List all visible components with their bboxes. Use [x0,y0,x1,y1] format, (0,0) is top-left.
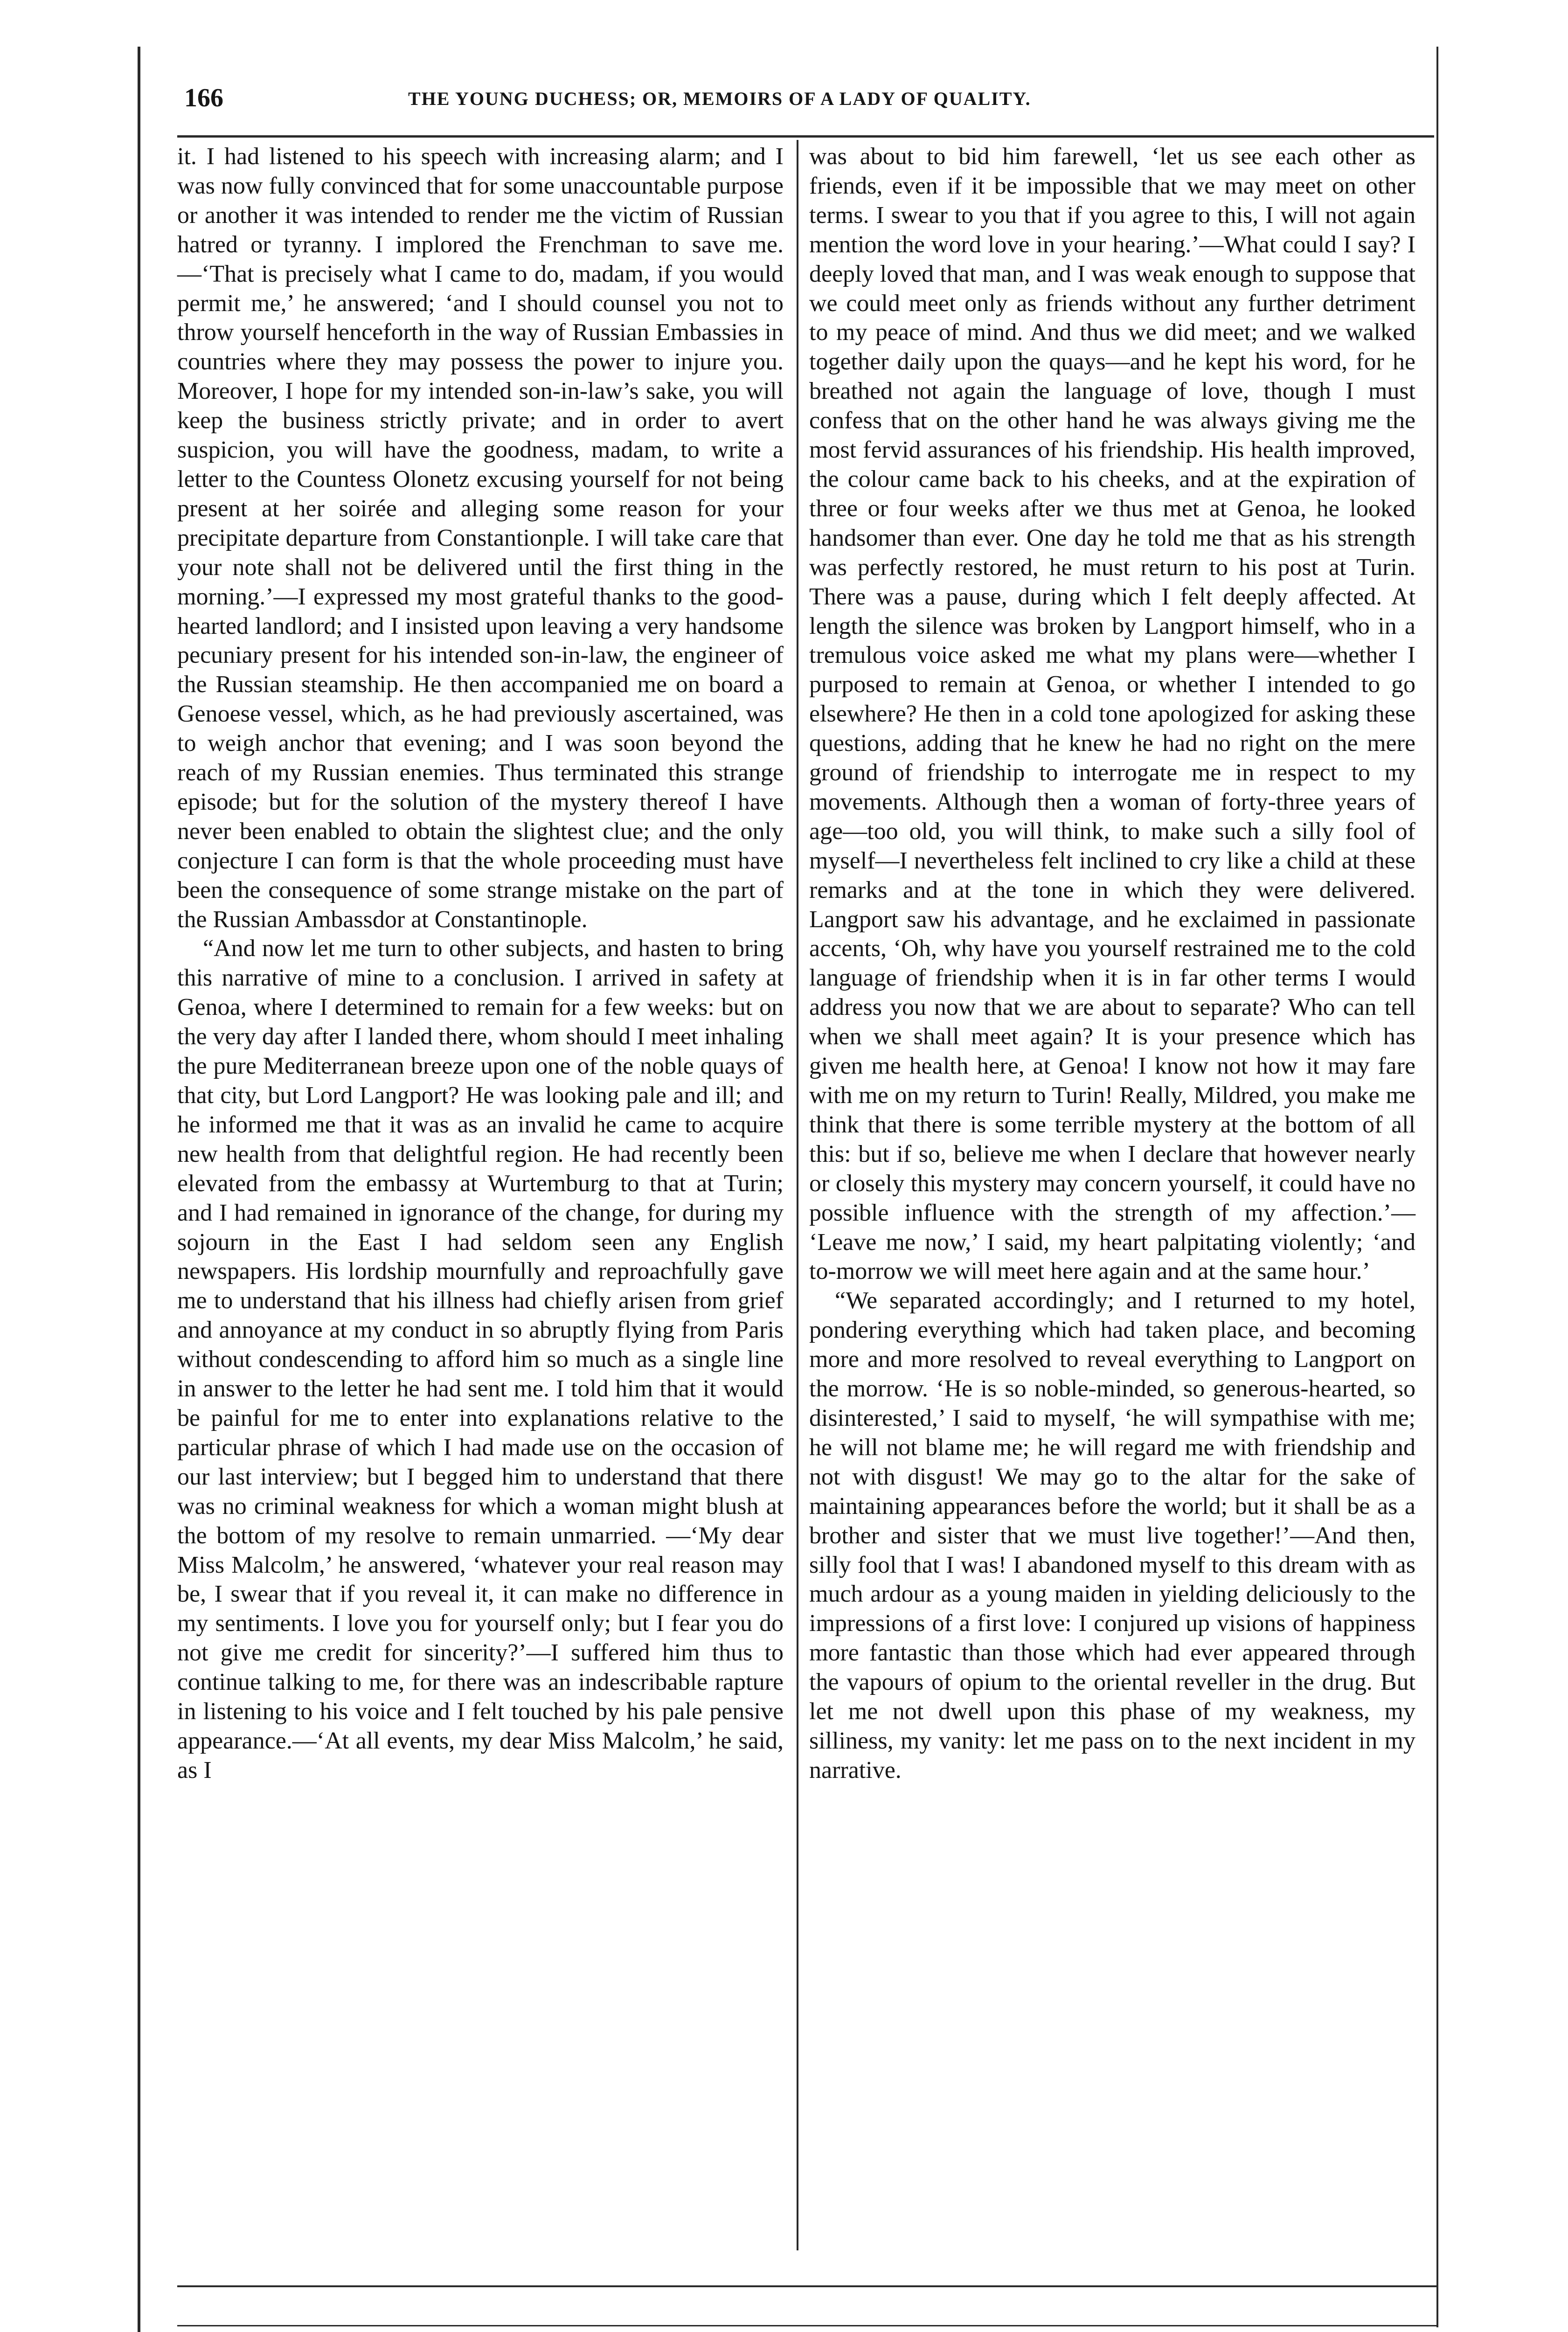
left-paragraph-2: “And now let me turn to other subjects, and hasten to bring this narrative of mine to a conclusion. I arrived in safety at Genoa, where I determined to remain for a few weeks: but on the very day after I landed there, whom should I meet inhaling the pure Mediterranean breeze upon one of the noble quays of that city, but Lord Langport? He was looking pale and ill; and he informed me that it was as an invalid he came to acquire new health from that delightful region. He had recently been elevated from the embassy at Wurtemburg to that at Turin; and I had remained in ignorance of the change, for during my sojourn in the East I had seldom seen any English newspapers. His lordship mournfully and reproachfully gave me to understand that his illness had chiefly arisen from grief and annoyance at my conduct in so abruptly flying from Paris without condescending to afford him so much as a single line in answer to the letter he had sent me. I told him that it would be painful for me to enter into explanations relative to the particular phrase of which I had made use on the occasion of our last interview; but I begged him to understand that there was no criminal weakness for which a woman might blush at the bottom of my resolve to remain unmarried. —‘My dear Miss Malcolm,’ he answered, ‘whatever your real reason may be, I swear that if you reveal it, it can make no difference in my sentiments. I love you for yourself only; but I fear you do not give me credit for sincerity?’—I suffered him thus to continue talking to me, for there was an indescribable rapture in listening to his voice and I felt touched by his pale pensive appearance.—‘At all events, my dear Miss Malcolm,’ he said, as I [177,935,784,1784]
header-rule [177,135,1434,138]
footer-rule [177,2285,1436,2287]
column-rule [797,140,798,2250]
right-paragraph-1: was about to bid him farewell, ‘let us see each other as friends, even if it be impossible that we may meet on other terms. I swear to you that if you agree to this, I will not again mention the word love in your hearing.’—What could I say? I deeply loved that man, and I was weak enough to suppose that we could meet only as friends without any further detriment to my peace of mind. And thus we did meet; and we walked together daily upon the quays—and he kept his word, for he breathed not again the language of love, though I must confess that on the other hand he was always giving me the most fervid assurances of his friendship. His health improved, the colour came back to his cheeks, and at the expiration of three or four weeks after we thus met at Genoa, he looked handsomer than ever. One day he told me that as his strength was perfectly restored, he must return to his post at Turin. There was a pause, during which I felt deeply affected. At length the silence was broken by Langport himself, who in a tremulous voice asked me what my plans were—whether I purposed to remain at Genoa, or whether I intended to go elsewhere? He then in a cold tone apologized for asking these questions, adding that he knew he had no right on the mere ground of friendship to interrogate me in respect to my movements. Although then a woman of forty-three years of age—too old, you will think, to make such a silly fool of myself—I nevertheless felt inclined to cry like a child at these remarks and at the tone in which they were delivered. Langport saw his advantage, and he exclaimed in passionate accents, ‘Oh, why have you yourself restrained me to the cold language of friendship when it is in far other terms I would address you now that we are about to separate? Who can tell when we shall meet again? It is your presence which has given me health here, at Genoa! I know not how it may fare with me on my return to Turin! Really, Mildred, you make me think that there is some terrible mystery at the bottom of all this: but if so, believe me when I declare that however nearly or closely this mystery may concern yourself, it could have no possible influence with the strength of my affection.’— ‘Leave me now,’ I said, my heart palpitating violently; ‘and to-morrow we will meet here again and at the same hour.’ [809,143,1415,1285]
page-number: 166 [184,83,223,112]
page-border-right [1436,47,1438,2327]
right-paragraph-2: “We separated accordingly; and I returned to my hotel, pondering everything which had taken place, and becoming more and more resolved to reveal everything to Langport on the morrow. ‘He is so noble-minded, so generous-hearted, so disinterested,’ I said to myself, ‘he will sympathise with me; he will not blame me; he will regard me with friendship and not with disgust! We may go to the altar for the sake of maintaining appearances before the world; but it shall be as a brother and sister that we must live together!’—And then, silly fool that I was! I abandoned myself to this dream with as much ardour as a young maiden in yielding deliciously to the impressions of a first love: I conjured up visions of happiness more fantastic than those which had ever appeared through the vapours of opium to the oriental reveller in the drug. But let me not dwell upon this phase of my weakness, my silliness, my vanity: let me pass on to the next incident in my narrative. [809,1287,1415,1784]
footer-rule-thin [177,2325,1436,2326]
left-paragraph-1: it. I had listened to his speech with increasing alarm; and I was now fully convinced that for some unaccountable purpose or another it was intended to render me the victim of Russian hatred or tyranny. I implored the Frenchman to save me.—‘That is precisely what I came to do, madam, if you would permit me,’ he answered; ‘and I should counsel you not to throw yourself henceforth in the way of Russian Embassies in countries where they may possess the power to injure you. Moreover, I hope for my intended son-in-law’s sake, you will keep the business strictly private; and in order to avert suspicion, you will have the goodness, madam, to write a letter to the Countess Olonetz excusing yourself for not being present at her soirée and alleging some reason for your precipitate departure from Constantionple. I will take care that your note shall not be delivered until the first thing in the morning.’—I expressed my most grateful thanks to the good-hearted landlord; and I insisted upon leaving a very handsome pecuniary present for his intended son-in-law, the engineer of the Russian steamship. He then accompanied me on board a Genoese vessel, which, as he had previously ascertained, was to weigh anchor that evening; and I was soon beyond the reach of my Russian enemies. Thus terminated this strange episode; but for the solution of the mystery thereof I have never been enabled to obtain the slightest clue; and the only conjecture I can form is that the whole proceeding must have been the consequence of some strange mistake on the part of the Russian Ambassdor at Constantinople. [177,143,784,933]
right-column [809,142,1415,1785]
page-border-left [138,47,140,2332]
running-title: THE YOUNG DUCHESS; OR, MEMOIRS OF A LADY OF QUALITY. [408,88,1031,109]
left-column [177,142,784,1785]
page-header [184,83,1429,116]
